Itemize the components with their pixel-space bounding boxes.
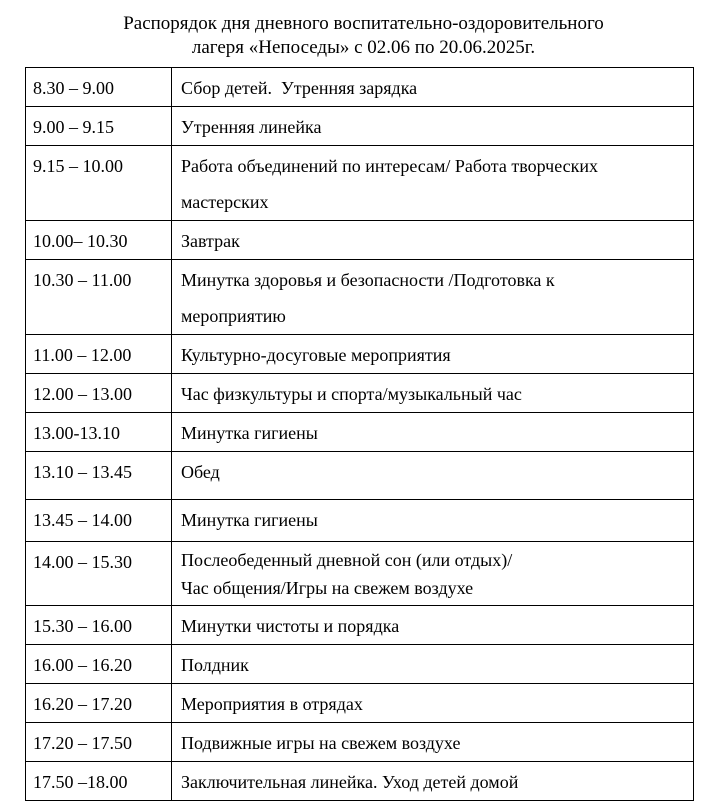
schedule-row — [26, 221, 694, 260]
schedule-row — [26, 606, 694, 645]
time-cell: 8.30 – 9.00 — [26, 68, 172, 107]
title-line-2: лагеря «Непоседы» с 02.06 по 20.06.2025г. — [191, 37, 536, 58]
activity-cell: Культурно-досуговые мероприятия — [172, 335, 694, 374]
activity-cell: Час физкультуры и спорта/музыкальный час — [172, 374, 694, 413]
time-cell: 10.00– 10.30 — [26, 221, 172, 260]
schedule-row — [26, 260, 694, 335]
activity-cell: Минутка здоровья и безопасности /Подготовка к мероприятию — [172, 260, 694, 335]
schedule-row — [26, 684, 694, 723]
schedule-row — [26, 335, 694, 374]
schedule-row — [26, 452, 694, 500]
document-title — [0, 12, 727, 60]
activity-cell: Полдник — [172, 645, 694, 684]
activity-cell: Утренняя линейка — [172, 107, 694, 146]
time-cell: 17.50 –18.00 — [26, 762, 172, 801]
time-cell: 13.45 – 14.00 — [26, 500, 172, 542]
time-cell: 12.00 – 13.00 — [26, 374, 172, 413]
time-cell: 14.00 – 15.30 — [26, 542, 172, 606]
activity-cell: Заключительная линейка. Уход детей домой — [172, 762, 694, 801]
activity-cell: Мероприятия в отрядах — [172, 684, 694, 723]
schedule-row — [26, 107, 694, 146]
time-cell: 17.20 – 17.50 — [26, 723, 172, 762]
activity-cell: Сбор детей. Утренняя зарядка — [172, 68, 694, 107]
schedule-row — [26, 374, 694, 413]
activity-cell: Обед — [172, 452, 694, 500]
time-cell: 13.00-13.10 — [26, 413, 172, 452]
schedule-row — [26, 542, 694, 606]
time-cell: 13.10 – 13.45 — [26, 452, 172, 500]
time-cell: 11.00 – 12.00 — [26, 335, 172, 374]
schedule-row — [26, 146, 694, 221]
title-line-1: Распорядок дня дневного воспитательно-оздоровительного — [123, 13, 604, 34]
time-cell: 16.00 – 16.20 — [26, 645, 172, 684]
activity-cell: Завтрак — [172, 221, 694, 260]
activity-cell: Подвижные игры на свежем воздухе — [172, 723, 694, 762]
schedule-row — [26, 68, 694, 107]
activity-cell: Минутка гигиены — [172, 500, 694, 542]
time-cell: 16.20 – 17.20 — [26, 684, 172, 723]
activity-cell: Послеобеденный дневной сон (или отдых)/ Час общения/Игры на свежем воздухе — [172, 542, 694, 606]
activity-cell: Минутки чистоты и порядка — [172, 606, 694, 645]
schedule-row — [26, 413, 694, 452]
time-cell: 9.00 – 9.15 — [26, 107, 172, 146]
schedule-row — [26, 723, 694, 762]
time-cell: 15.30 – 16.00 — [26, 606, 172, 645]
activity-cell: Работа объединений по интересам/ Работа творческих мастерских — [172, 146, 694, 221]
schedule-row — [26, 645, 694, 684]
schedule-row — [26, 500, 694, 542]
time-cell: 9.15 – 10.00 — [26, 146, 172, 221]
schedule-table — [25, 67, 694, 801]
time-cell: 10.30 – 11.00 — [26, 260, 172, 335]
activity-cell: Минутка гигиены — [172, 413, 694, 452]
